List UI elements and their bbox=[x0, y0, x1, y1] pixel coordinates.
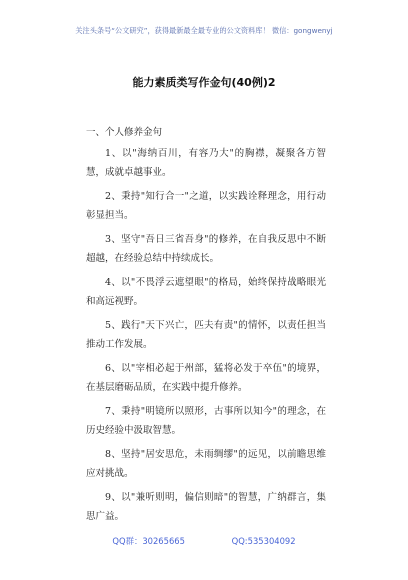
document-title: 能力素质类写作金句(40例)2 bbox=[132, 76, 276, 89]
list-item: 9、以"兼听则明，偏信则暗"的智慧，广纳群言，集思广益。 bbox=[86, 492, 326, 522]
footer-qq-group: QQ群：30265665 bbox=[112, 536, 185, 546]
list-item: 8、坚持"居安思危，未雨绸缪"的远见，以前瞻思维应对挑战。 bbox=[86, 449, 326, 479]
list-item: 3、坚守"吾日三省吾身"的修养，在自我反思中不断超越，在经验总结中持续成长。 bbox=[86, 234, 326, 264]
list-item: 7、秉持"明镜所以照形，古事所以知今"的理念，在历史经验中汲取智慧。 bbox=[86, 406, 326, 436]
header-banner: 关注头条号“公文研究”，获得最新最全最专业的公文资料库！ 微信：gongwenyj bbox=[75, 26, 333, 35]
list-item: 2、秉持"知行合一"之道，以实践诠释理念，用行动彰显担当。 bbox=[86, 191, 326, 221]
list-item: 1、以"海纳百川，有容乃大"的胸襟，凝聚各方智慧，成就卓越事业。 bbox=[86, 148, 326, 178]
list-item: 6、以"宰相必起于州部，猛将必发于卒伍"的境界，在基层磨砺品质，在实践中提升修养。 bbox=[86, 363, 326, 393]
item-list bbox=[86, 145, 326, 532]
list-item: 4、以"不畏浮云遮望眼"的格局，始终保持战略眼光和高远视野。 bbox=[86, 277, 326, 307]
list-item: 5、践行"天下兴亡，匹夫有责"的情怀，以责任担当推动工作发展。 bbox=[86, 320, 326, 350]
footer-contact bbox=[0, 535, 408, 547]
section-heading: 一、个人修养金句 bbox=[86, 127, 163, 138]
footer-qq: QQ:535304092 bbox=[231, 536, 296, 546]
